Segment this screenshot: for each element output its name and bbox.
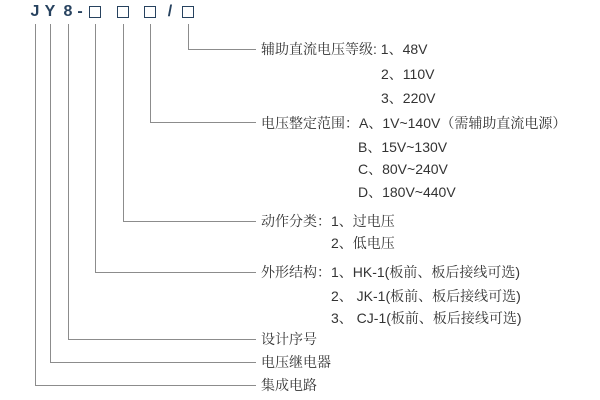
- callout-aux-dc-voltage-title: 辅助直流电压等级: 1、48V: [261, 41, 428, 57]
- callout-aux-dc-voltage-option-2: 2、110V: [381, 66, 435, 82]
- code-dash: -: [77, 3, 83, 20]
- code-placeholder-box-2: [117, 6, 129, 18]
- callout-voltage-range-option-c: C、80V~240V: [358, 161, 448, 177]
- connector-hline-integrated-circuit: [35, 385, 256, 386]
- connector-vline-letter-y: [50, 24, 51, 363]
- callout-voltage-range-title: 电压整定范围：A、1V~140V（需辅助直流电源）: [261, 115, 567, 131]
- callout-design-serial: 设计序号: [261, 331, 317, 347]
- code-letter-y: Y: [44, 3, 56, 20]
- callout-outline-structure-title: 外形结构：1、HK-1(板前、板后接线可选): [261, 264, 521, 280]
- callout-aux-dc-voltage-option-3: 3、220V: [381, 90, 436, 106]
- connector-hline-aux-dc-voltage: [188, 49, 256, 50]
- callout-outline-structure-option-3: 3、 CJ-1(板前、板后接线可选): [331, 310, 522, 326]
- connector-hline-design-serial: [68, 339, 256, 340]
- connector-hline-outline-structure: [95, 272, 256, 273]
- connector-hline-voltage-range: [150, 122, 256, 123]
- code-letter-j: J: [30, 3, 40, 20]
- connector-vline-letter-j: [35, 24, 36, 386]
- connector-vline-box-1: [95, 24, 96, 273]
- code-placeholder-box-1: [89, 6, 101, 18]
- connector-vline-box-4: [188, 24, 189, 50]
- callout-voltage-range-option-d: D、180V~440V: [358, 184, 456, 200]
- callout-action-category-option-2: 2、低电压: [331, 235, 395, 251]
- code-digit-8: 8: [63, 3, 73, 20]
- connector-hline-voltage-relay: [50, 362, 256, 363]
- callout-integrated-circuit: 集成电路: [261, 377, 317, 393]
- connector-vline-digit-8: [68, 24, 69, 340]
- callout-voltage-range-option-b: B、15V~130V: [358, 139, 448, 155]
- connector-vline-box-3: [150, 24, 151, 123]
- code-placeholder-box-4: [182, 6, 194, 18]
- connector-hline-action-category: [123, 221, 256, 222]
- callout-voltage-relay: 电压继电器: [261, 354, 331, 370]
- code-placeholder-box-3: [144, 6, 156, 18]
- connector-vline-box-2: [123, 24, 124, 222]
- callout-outline-structure-option-2: 2、 JK-1(板前、板后接线可选): [331, 288, 521, 304]
- callout-action-category-title: 动作分类：1、过电压: [261, 213, 395, 229]
- code-slash: /: [167, 3, 173, 20]
